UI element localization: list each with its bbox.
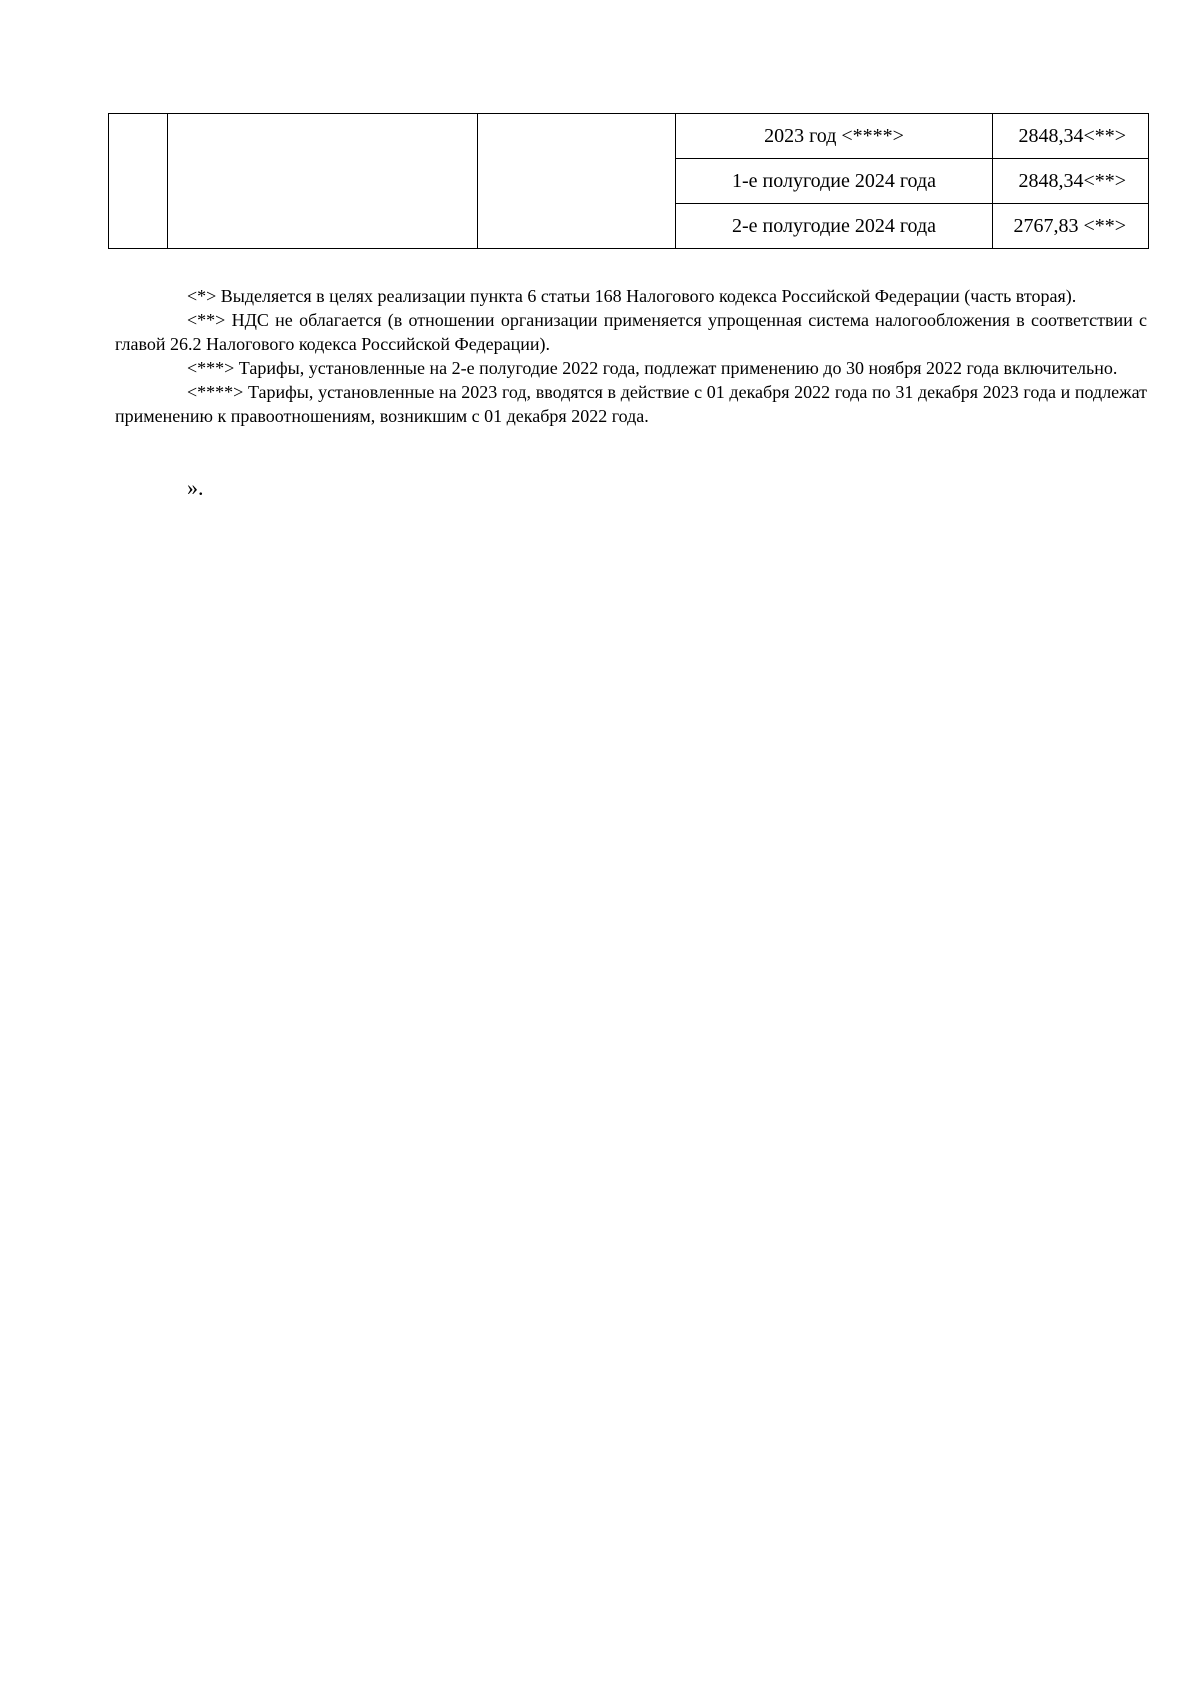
- footnotes: [115, 284, 1147, 428]
- closing-quote-mark: ».: [187, 475, 204, 500]
- tariff-value-cell: 2848,34<**>: [993, 159, 1149, 204]
- footnote-2023-tariffs: <****> Тарифы, установленные на 2023 год, вводятся в действие с 01 декабря 2022 года по 31 декабря 2023 года и подлежат применению к правоотношениям, возникшим с 01 декабря 2022 года.: [115, 382, 1147, 426]
- period-cell: 2-е полугодие 2024 года: [676, 204, 993, 249]
- organization-cell: [168, 114, 478, 249]
- footnote-vat-allocation: <*> Выделяется в целях реализации пункта 6 статьи 168 Налогового кодекса Российской Федерации (часть вторая).: [187, 286, 1077, 306]
- tariff-type-cell: [478, 114, 676, 249]
- period-cell: 2023 год <****>: [676, 114, 993, 159]
- table-row: [109, 114, 1149, 159]
- tariff-value-cell: 2848,34<**>: [993, 114, 1149, 159]
- period-cell: 1-е полугодие 2024 года: [676, 159, 993, 204]
- footnote-vat-exempt: <**> НДС не облагается (в отношении организации применяется упрощенная система налогообложения в соответствии с главой 26.2 Налогового кодекса Российской Федерации).: [115, 310, 1147, 354]
- footnote-2022-tariffs: <***> Тарифы, установленные на 2-е полугодие 2022 года, подлежат применению до 30 ноября 2022 года включительно.: [187, 358, 1118, 378]
- row-number-cell: [109, 114, 168, 249]
- tariff-table: [108, 113, 1149, 249]
- tariff-value-cell: 2767,83 <**>: [993, 204, 1149, 249]
